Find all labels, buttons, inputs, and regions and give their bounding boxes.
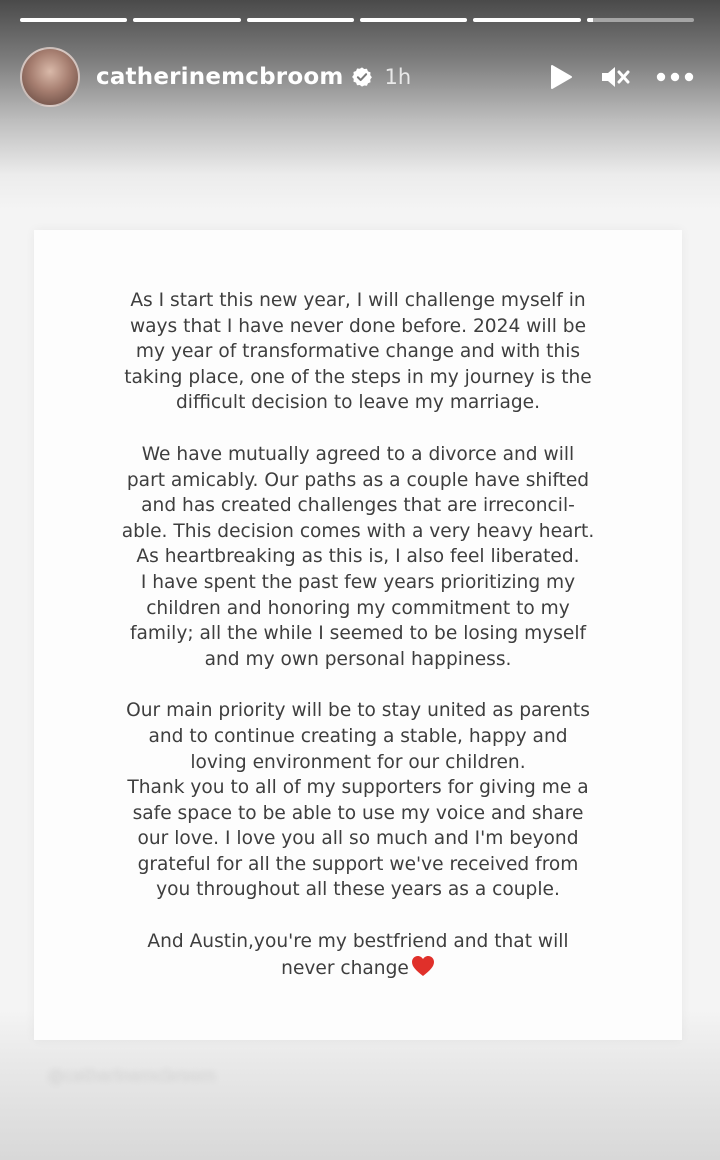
text-line: safe space to be able to use my voice and share [132, 802, 584, 824]
text-line: able. This decision comes with a very heavy heart. [121, 520, 595, 542]
text-line: Our main priority will be to stay united as parents [126, 700, 590, 722]
play-icon[interactable] [548, 63, 574, 91]
text-line: I have spent the past few years prioritizing my [140, 571, 576, 593]
text-line: you throughout all these years as a couple. [156, 879, 560, 901]
text-line: We have mutually agreed to a divorce and will [141, 443, 575, 465]
story-header [20, 46, 700, 108]
mention-sticker[interactable]: @catherinemcbroom [48, 1066, 216, 1085]
statement-card [34, 230, 682, 1040]
paragraph-4 [64, 929, 652, 984]
text-line: my year of transformative change and with this [135, 341, 581, 363]
paragraph-2 [64, 442, 652, 672]
paragraph-3 [64, 698, 652, 903]
story-controls [548, 63, 694, 91]
text-line: part amicably. Our paths as a couple have shifted [126, 469, 590, 491]
text-line: As heartbreaking as this is, I also feel liberated. [136, 546, 580, 568]
text-line: Thank you to all of my supporters for giving me a [127, 777, 589, 799]
text-line-with-heart [64, 955, 652, 985]
progress-segment-5 [473, 18, 580, 22]
text-line: ways that I have never done before. 2024 will be [129, 315, 587, 337]
username[interactable]: catherinemcbroom [96, 64, 344, 90]
text-line: children and honoring my commitment to my [146, 597, 570, 619]
text-line: As I start this new year, I will challenge myself in [130, 290, 586, 311]
avatar[interactable] [20, 47, 80, 107]
mute-icon[interactable] [600, 63, 630, 91]
text-line: and has created challenges that are irreconcil- [141, 495, 575, 517]
progress-segment-2 [133, 18, 240, 22]
progress-segment-6-current [587, 18, 694, 22]
text-line: loving environment for our children. [190, 751, 526, 773]
more-icon[interactable] [656, 72, 694, 82]
post-time: 1h [384, 65, 412, 89]
progress-segment-1 [20, 18, 127, 22]
paragraph-1 [64, 288, 652, 416]
text-line: And Austin,you're my bestfriend and that will [147, 931, 569, 953]
progress-segment-4 [360, 18, 467, 22]
text-line: our love. I love you all so much and I'm beyond [137, 828, 579, 850]
text-line: grateful for all the support we've received from [137, 853, 579, 875]
statement-text [64, 288, 652, 1010]
text-line: difficult decision to leave my marriage. [175, 392, 540, 414]
verified-badge-icon [351, 66, 373, 88]
text-line: and to continue creating a stable, happy and [148, 725, 568, 747]
story-progress-bar [20, 18, 694, 22]
progress-segment-3 [247, 18, 354, 22]
text-line: family; all the while I seemed to be losing myself [129, 623, 587, 645]
text-line: never change [281, 957, 409, 979]
red-heart-icon [411, 955, 435, 985]
text-line: taking place, one of the steps in my journey is the [124, 366, 592, 388]
text-line: and my own personal happiness. [204, 648, 512, 670]
